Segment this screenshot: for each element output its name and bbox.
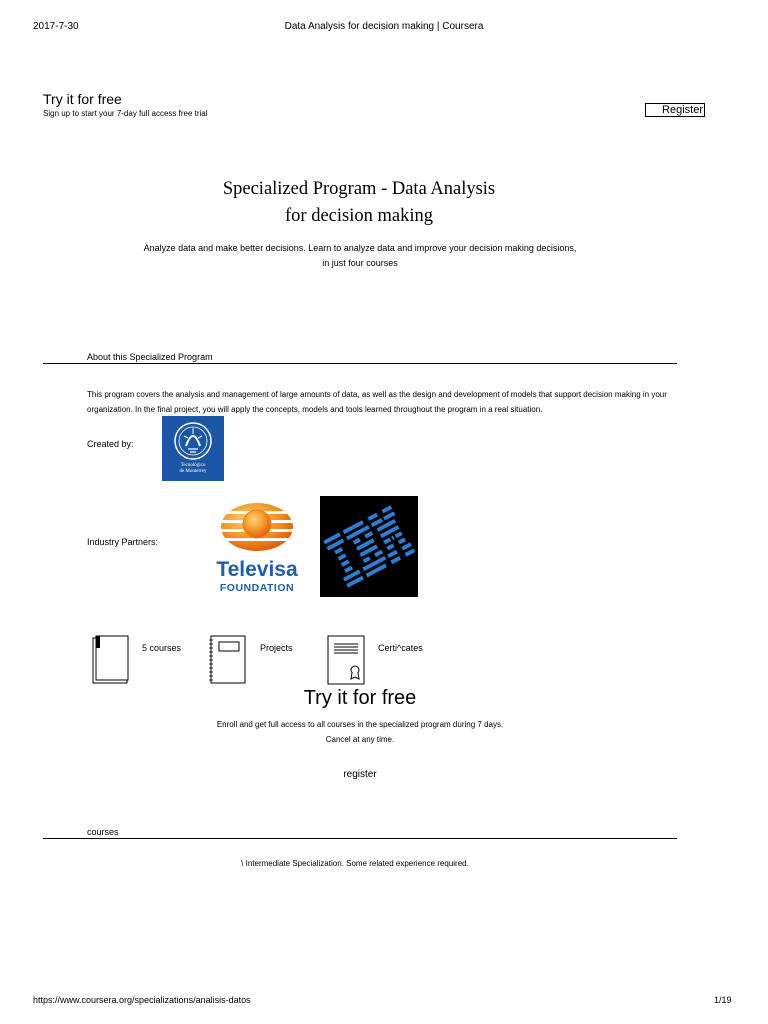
ibm-logo-icon [320, 496, 418, 597]
page-title-line1: Specialized Program - Data Analysis [222, 179, 496, 199]
about-divider [43, 363, 677, 364]
level-note: \ Intermediate Specialization. Some related experience required. [241, 859, 469, 868]
courses-divider [43, 838, 677, 839]
print-url: https://www.coursera.org/specializations/analisis-datos [33, 995, 251, 1005]
feature-projects-label: Projects [260, 643, 293, 653]
ibm-logo[interactable] [320, 496, 418, 597]
feature-courses-label: 5 courses [142, 643, 182, 653]
page-title-line2: for decision making [285, 206, 433, 226]
televisa-foundation-logo[interactable] [205, 498, 309, 598]
top-trial-title: Try it for free [43, 91, 122, 107]
print-page-title: Data Analysis for decision making | Coursera [284, 21, 484, 32]
tec-logo-text-2: de Monterrey [179, 469, 207, 474]
televisa-globe-icon [205, 498, 309, 562]
ibm-name [418, 496, 419, 497]
about-body: This program covers the analysis and management of large amounts of data, as well as the design and development of models that support decision making in your organization. In the final project, you will apply the concepts, models and tools learned throughout the program in a real situation. [87, 390, 667, 414]
register-button[interactable]: Register [645, 103, 705, 117]
feature-certificates-label: Certi^cates [378, 643, 423, 653]
televisa-foundation-text: FOUNDATION [219, 582, 295, 594]
notebook-icon [209, 635, 247, 690]
print-date: 2017-7-30 [33, 21, 79, 32]
courses-heading: courses [87, 827, 119, 837]
tec-logo-text-1: Tecnológico [180, 463, 206, 468]
partners-label: Industry Partners: [87, 537, 159, 547]
print-page-number: 1/19 [714, 995, 732, 1005]
televisa-name: Televisa [216, 558, 298, 581]
page-title [0, 176, 718, 230]
book-icon [92, 635, 130, 690]
tec-monterrey-logo[interactable] [162, 416, 224, 481]
trial-description: Enroll and get full access to all courses in the specialized program during 7 days. Cancel at any time. [216, 720, 504, 744]
created-by-label: Created by: [87, 439, 134, 449]
trial-title: Try it for free [303, 687, 417, 709]
top-trial-subtitle: Sign up to start your 7-day full access free trial [43, 109, 208, 118]
about-heading: About this Specialized Program [87, 352, 213, 362]
register-link[interactable]: register [343, 769, 377, 780]
program-description: Analyze data and make better decisions. Learn to analyze data and improve your decision making decisions, in just four courses [143, 243, 577, 268]
certificate-icon [327, 635, 365, 690]
